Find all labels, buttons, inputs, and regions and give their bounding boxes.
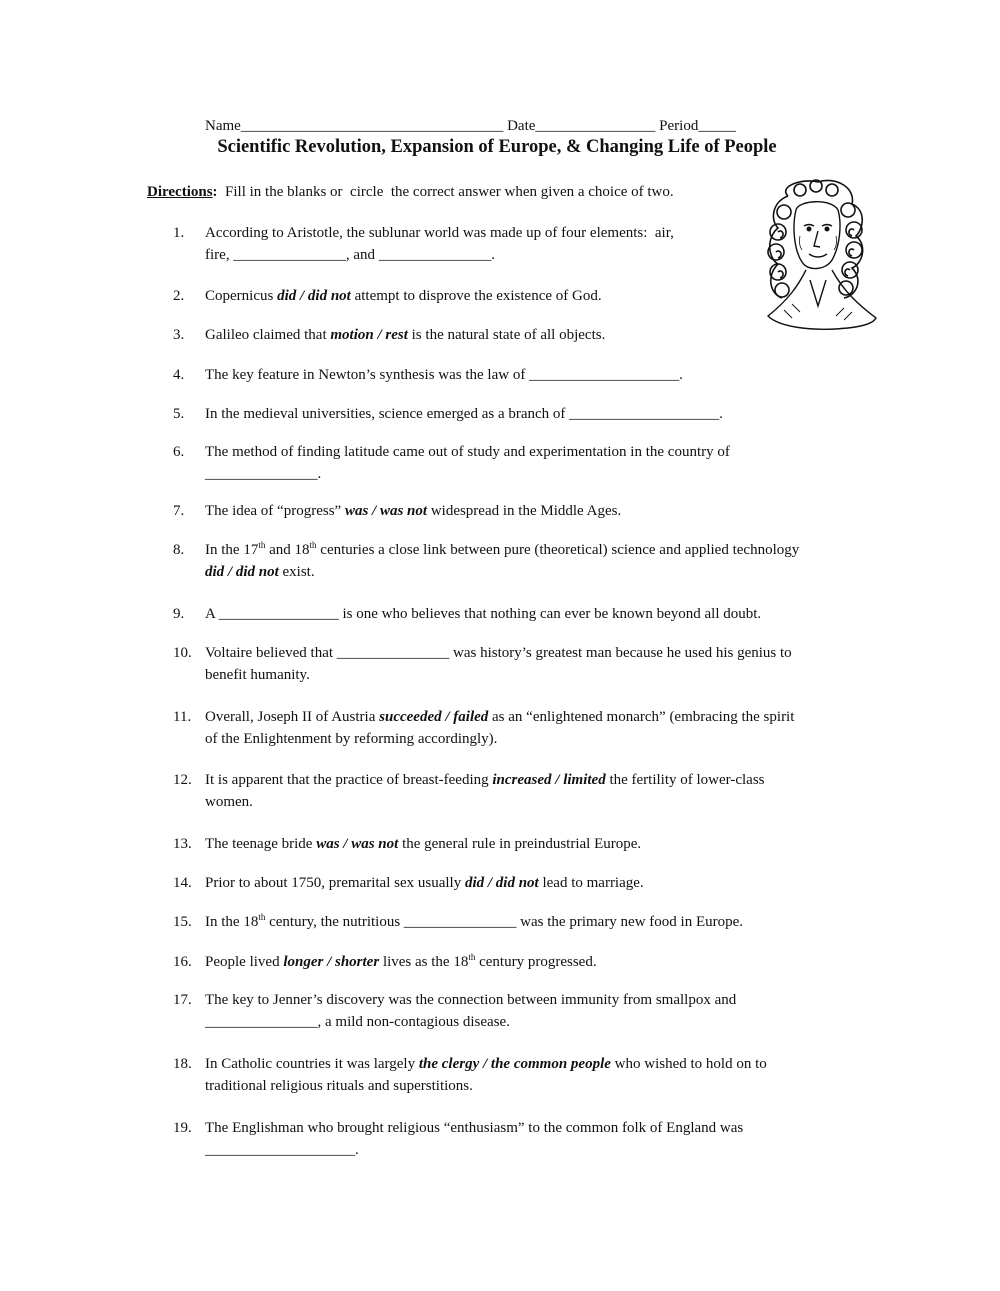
question-text-segment: widespread in the Middle Ages.	[427, 503, 622, 519]
question-text-segment[interactable]: ____________________.	[205, 1142, 359, 1158]
date-label: Date	[507, 118, 536, 134]
ordinal-superscript: th	[258, 912, 266, 922]
question-text-segment: lives as the 18	[379, 954, 469, 970]
question-text-segment: Galileo claimed that	[205, 327, 331, 343]
question-number: 8.	[173, 542, 185, 558]
question-number: 6.	[173, 444, 185, 460]
ordinal-superscript: th	[258, 540, 266, 550]
question-text-segment[interactable]: In the medieval universities, science emerged as a branch of ____________________.	[205, 406, 723, 422]
question-line	[205, 769, 860, 791]
question-text	[205, 403, 860, 425]
question-text	[205, 324, 860, 346]
question-line	[205, 324, 860, 346]
directions: Directions: Fill in the blanks or circle the correct answer when given a choice of two.	[147, 184, 674, 200]
question-line	[205, 441, 860, 463]
question-text-segment: The teenage bride	[205, 836, 317, 852]
question-number: 13.	[173, 836, 192, 852]
question-line	[205, 403, 860, 425]
question-number: 16.	[173, 954, 192, 970]
question-line	[205, 989, 860, 1011]
question-number: 12.	[173, 772, 192, 788]
question-number: 1.	[173, 225, 185, 241]
question-text-segment: It is apparent that the practice of breast-feeding	[205, 772, 493, 788]
question-text	[205, 833, 860, 855]
question-line	[205, 244, 860, 266]
question-text-segment[interactable]: A ________________ is one who believes that nothing can ever be known beyond all doubt.	[205, 606, 762, 622]
question-text	[205, 222, 860, 266]
question-line	[205, 1075, 860, 1097]
question-text-segment: exist.	[278, 564, 315, 580]
question-text-segment: and 18	[265, 542, 310, 558]
question-number: 9.	[173, 606, 185, 622]
answer-choice[interactable]: did / did not	[277, 288, 351, 304]
question-text	[205, 500, 860, 522]
question-text-segment: People lived	[205, 954, 284, 970]
question-text	[205, 951, 860, 973]
question-text	[205, 989, 860, 1033]
question-line	[205, 911, 860, 933]
question-line	[205, 872, 860, 894]
question-number: 10.	[173, 645, 192, 661]
question-text	[205, 911, 860, 933]
question-number: 2.	[173, 288, 185, 304]
question-line	[205, 642, 860, 664]
question-text	[205, 441, 860, 485]
question-line	[205, 603, 860, 625]
question-text-segment: The Englishman who brought religious “enthusiasm” to the common folk of England was	[205, 1120, 744, 1136]
answer-choice[interactable]: succeeded / failed	[379, 709, 489, 725]
directions-lead: Directions	[147, 184, 213, 200]
question-text	[205, 706, 860, 750]
question-number: 17.	[173, 992, 192, 1008]
question-text	[205, 364, 860, 386]
question-text-segment: centuries a close link between pure (theoretical) science and applied technology	[316, 542, 800, 558]
question-number: 18.	[173, 1056, 192, 1072]
ordinal-superscript: th	[309, 540, 317, 550]
question-line	[205, 706, 860, 728]
question-text-segment[interactable]: _______________, a mild non-contagious disease.	[205, 1014, 510, 1030]
question-line	[205, 500, 860, 522]
ordinal-superscript: th	[468, 952, 476, 962]
question-text-segment: The idea of “progress”	[205, 503, 345, 519]
question-text-segment: women.	[205, 794, 253, 810]
question-number: 11.	[173, 709, 192, 725]
question-text-segment: traditional religious rituals and superstitions.	[205, 1078, 473, 1094]
question-text	[205, 603, 860, 625]
question-text	[205, 1053, 860, 1097]
question-text-segment: as an “enlightened monarch” (embracing the spirit	[488, 709, 795, 725]
question-line	[205, 285, 860, 307]
question-text-segment: Prior to about 1750, premarital sex usually	[205, 875, 465, 891]
question-text-segment: attempt to disprove the existence of God.	[350, 288, 602, 304]
answer-choice[interactable]: longer / shorter	[283, 954, 380, 970]
question-text-segment: century progressed.	[475, 954, 597, 970]
question-number: 4.	[173, 367, 185, 383]
question-line	[205, 791, 860, 813]
question-text-segment: the fertility of lower-class	[605, 772, 765, 788]
question-line	[205, 728, 860, 750]
question-line	[205, 1053, 860, 1075]
question-text-segment: According to Aristotle, the sublunar world was made up of four elements: air,	[205, 225, 674, 241]
answer-choice[interactable]: increased / limited	[492, 772, 606, 788]
question-text-segment: The key to Jenner’s discovery was the connection between immunity from smallpox and	[205, 992, 737, 1008]
question-text-segment: Copernicus	[205, 288, 278, 304]
question-text	[205, 1117, 860, 1161]
name-label: Name	[205, 118, 241, 134]
question-number: 5.	[173, 406, 185, 422]
directions-text: Fill in the blanks or circle the correct answer when given a choice of two.	[217, 184, 674, 200]
answer-choice[interactable]: was / was not	[344, 503, 428, 519]
question-text-segment: In Catholic countries it was largely	[205, 1056, 419, 1072]
question-text-segment: Overall, Joseph II of Austria	[205, 709, 380, 725]
worksheet-title: Scientific Revolution, Expansion of Europe, & Changing Life of People	[217, 137, 777, 157]
question-text-segment: who wished to hold on to	[610, 1056, 767, 1072]
question-text-segment: The method of finding latitude came out of study and experimentation in the country of	[205, 444, 730, 460]
question-text-segment[interactable]: fire, _______________, and _______________.	[205, 247, 495, 263]
question-number: 3.	[173, 327, 185, 343]
question-text	[205, 642, 860, 686]
question-line	[205, 1011, 860, 1033]
period-label: Period	[659, 118, 699, 134]
answer-choice[interactable]: motion / rest	[330, 327, 408, 343]
question-line	[205, 364, 860, 386]
question-number: 14.	[173, 875, 192, 891]
question-text-segment[interactable]: The key feature in Newton’s synthesis was the law of ____________________.	[205, 367, 683, 383]
question-text	[205, 872, 860, 894]
answer-choice[interactable]: did / did not	[205, 564, 279, 580]
question-text-segment: benefit humanity.	[205, 667, 310, 683]
question-text	[205, 539, 860, 583]
question-text-segment[interactable]: Voltaire believed that _______________ was history’s greatest man because he used his genius to	[205, 645, 792, 661]
question-text	[205, 285, 860, 307]
question-text-segment: is the natural state of all objects.	[407, 327, 606, 343]
question-number: 7.	[173, 503, 185, 519]
name-blank[interactable]: ___________________________________	[240, 118, 504, 134]
question-text-segment[interactable]: century, the nutritious _______________ was the primary new food in Europe.	[265, 914, 744, 930]
date-blank[interactable]: ________________	[535, 118, 656, 134]
question-text-segment: In the 18	[205, 914, 259, 930]
question-line	[205, 1139, 860, 1161]
answer-choice[interactable]: the clergy / the common people	[418, 1056, 611, 1072]
question-line	[205, 951, 860, 973]
question-text-segment[interactable]: _______________.	[205, 466, 322, 482]
period-blank[interactable]: _____	[698, 118, 736, 134]
question-line	[205, 222, 860, 244]
answer-choice[interactable]: was / was not	[316, 836, 399, 852]
question-line	[205, 1117, 860, 1139]
question-text	[205, 769, 860, 813]
question-text-segment: lead to marriage.	[538, 875, 644, 891]
question-line	[205, 561, 860, 583]
question-line	[205, 664, 860, 686]
question-number: 19.	[173, 1120, 192, 1136]
question-text-segment: In the 17	[205, 542, 259, 558]
question-number: 15.	[173, 914, 192, 930]
question-line	[205, 539, 860, 561]
question-line	[205, 463, 860, 485]
question-line	[205, 833, 860, 855]
answer-choice[interactable]: did / did not	[464, 875, 539, 891]
question-text-segment: the general rule in preindustrial Europe.	[398, 836, 642, 852]
question-text-segment: of the Enlightenment by reforming accordingly).	[205, 731, 498, 747]
student-info-line	[205, 118, 805, 135]
